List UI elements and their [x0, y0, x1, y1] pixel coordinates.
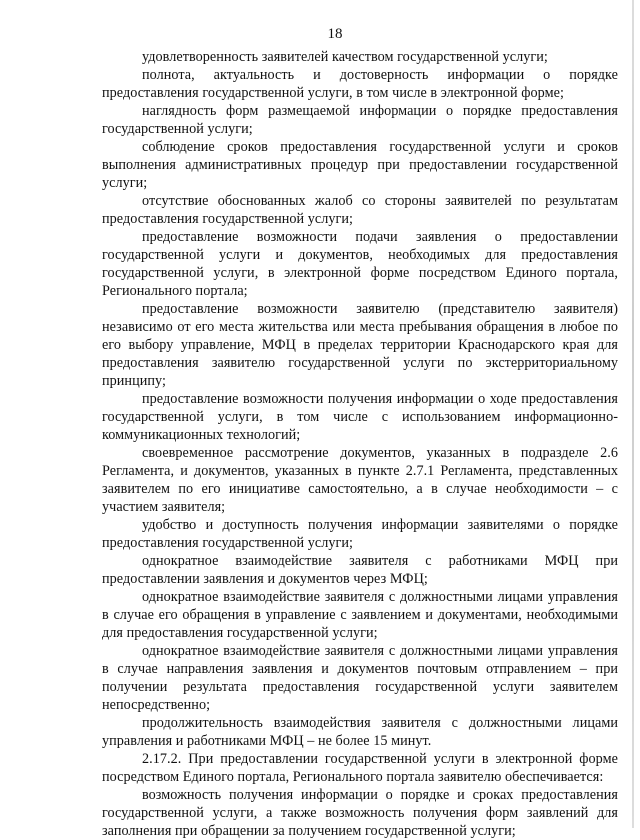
paragraph: отсутствие обоснованных жалоб со стороны заявителей по результатам предоставления государственной услуги; — [102, 193, 618, 227]
document-body — [102, 48, 618, 840]
paragraph: однократное взаимодействие заявителя с должностными лицами управления в случае направления заявления и документов почтовым отправлением – при получении результата предоставления государственной услуги заявителем непосредственно; — [102, 643, 618, 713]
paragraph: удовлетворенность заявителей качеством государственной услуги; — [142, 49, 548, 65]
paragraph: продолжительность взаимодействия заявителя с должностными лицами управления и работниками МФЦ – не более 15 минут. — [102, 715, 618, 749]
paragraph: своевременное рассмотрение документов, указанных в подразделе 2.6 Регламента, и документов, указанных в пункте 2.7.1 Регламента, представленных заявителем по его инициативе самостоятельно, а в случае необходимости – с участием заявителя; — [102, 445, 618, 515]
paragraph: предоставление возможности заявителю (представителю заявителя) независимо от его места жительства или места пребывания обращения в любое по его выбору управление, МФЦ в пределах территории Краснодарского края для предоставления заявителю государственной услуги по экстерриториальному принципу; — [102, 301, 618, 389]
paragraph: наглядность форм размещаемой информации о порядке предоставления государственной услуги; — [102, 103, 618, 137]
paragraph: однократное взаимодействие заявителя с работниками МФЦ при предоставлении заявления и документов через МФЦ; — [102, 553, 618, 587]
paragraph: предоставление возможности получения информации о ходе предоставления государственной услуги, в том числе с использованием информационно-коммуникационных технологий; — [102, 391, 618, 443]
paragraph: полнота, актуальность и достоверность информации о порядке предоставления государственной услуги, в том числе в электронной форме; — [102, 67, 618, 101]
paragraph: удобство и доступность получения информации заявителями о порядке предоставления государственной услуги; — [102, 517, 618, 551]
paragraph: однократное взаимодействие заявителя с должностными лицами управления в случае его обращения в управление с заявлением и документами, необходимыми для предоставления государственной услуги; — [102, 589, 618, 641]
paragraph: соблюдение сроков предоставления государственной услуги и сроков выполнения административных процедур при предоставлении государственной услуги; — [102, 139, 618, 191]
paragraph: возможность получения информации о порядке и сроках предоставления государственной услуги, а также возможность получения форм заявлений для заполнения при обращении за получением государственной услуги; — [102, 787, 618, 839]
page-number: 18 — [327, 26, 343, 42]
paragraph: 2.17.2. При предоставлении государственной услуги в электронной форме посредством Единого портала, Регионального портала заявителю обеспечивается: — [102, 751, 618, 785]
scan-edge-shadow — [632, 0, 634, 828]
paragraph: предоставление возможности подачи заявления о предоставлении государственной услуги и документов, необходимых для предоставления государственной услуги, в электронной форме посредством Единого портала, Регионального портала; — [102, 229, 618, 299]
